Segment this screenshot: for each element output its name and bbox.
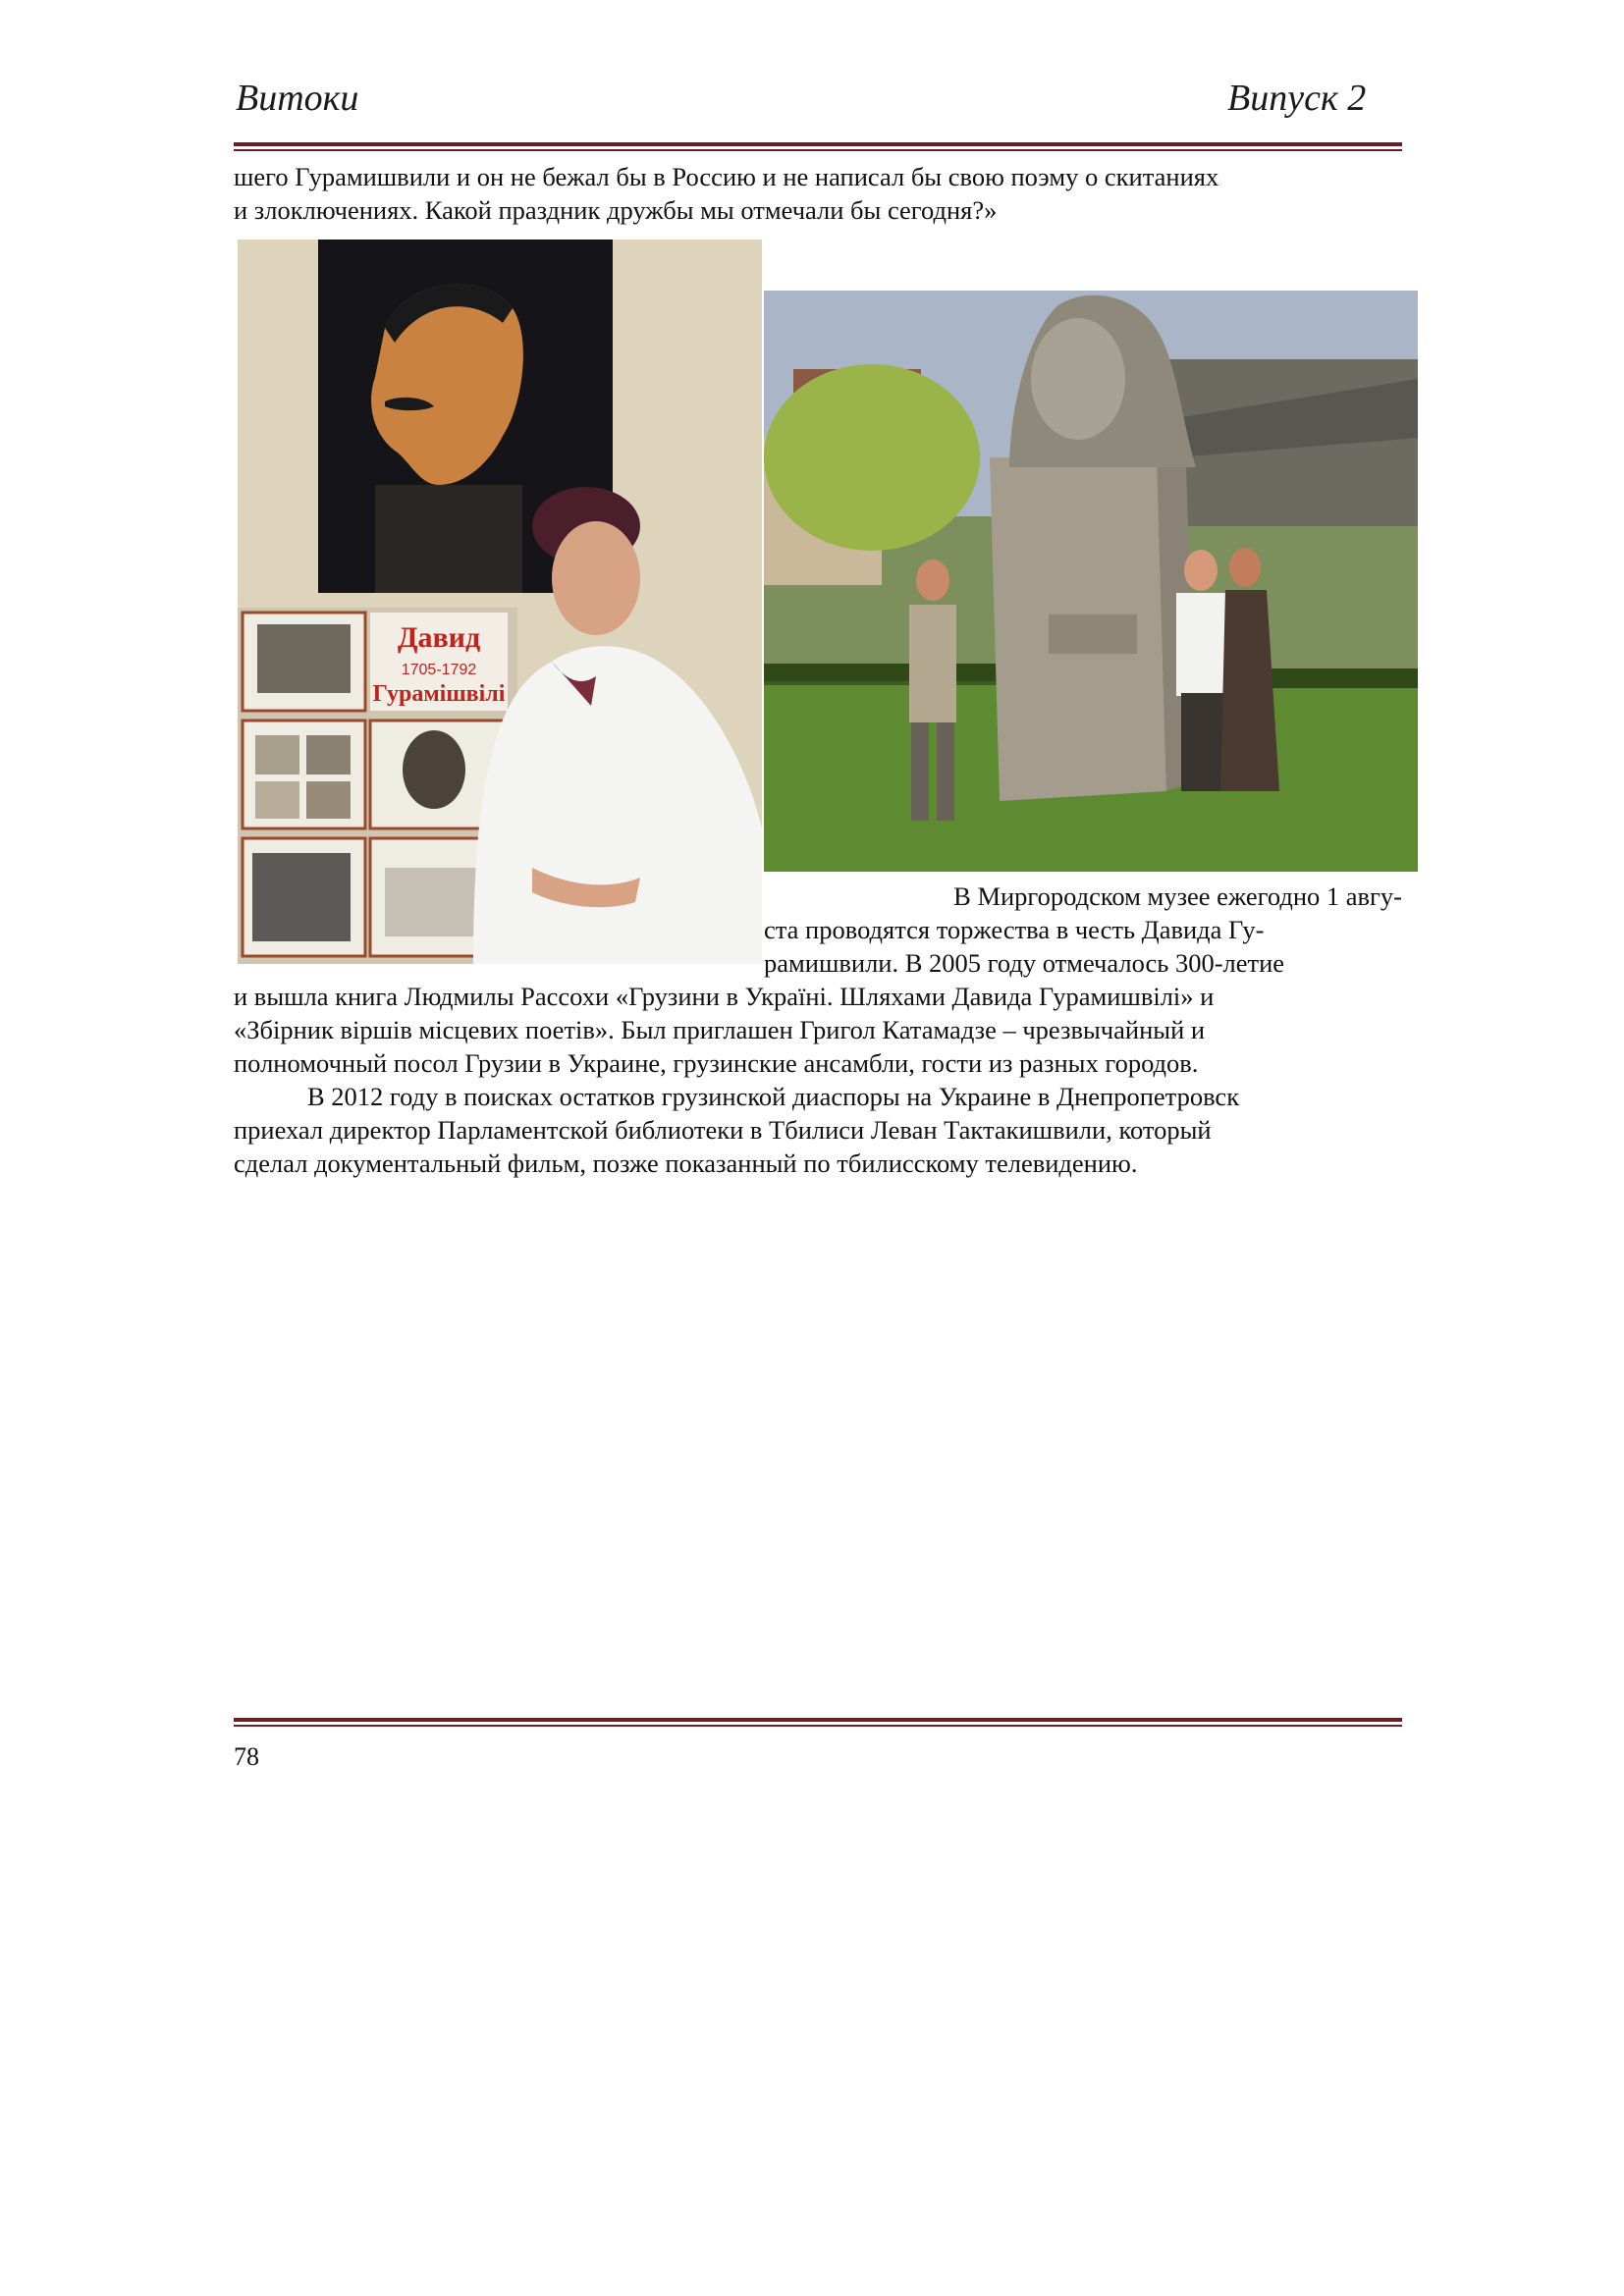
text-line: полномочный посол Грузии в Украине, грузинские ансамбли, гости из разных городов.	[234, 1048, 1199, 1078]
text-line: рамишвили. В 2005 году отмечалось 300-летие	[764, 948, 1285, 978]
text-line: и злоключениях. Какой праздник дружбы мы отмечали бы сегодня?»	[234, 195, 998, 225]
photo-monument	[764, 291, 1418, 872]
photo-monument-icon	[764, 291, 1418, 872]
text-line: приехал директор Парламентской библиотеки в Тбилиси Леван Тактакишвили, который	[234, 1115, 1212, 1145]
text-line: В 2012 году в поисках остатков грузинской диаспоры на Украине в Днепропетровск	[307, 1082, 1240, 1111]
text-line: шего Гурамишвили и он не бежал бы в Россию и не написал бы свою поэму о скитаниях	[234, 162, 1219, 191]
paragraph-top	[234, 160, 1402, 227]
poster-text: Давид	[397, 621, 481, 654]
journal-title: Витоки	[236, 78, 359, 119]
footer-divider	[234, 1718, 1402, 1727]
photo-exhibition-icon	[238, 240, 762, 964]
page-number: 78	[234, 1742, 259, 1771]
text-line: сделал документальный фильм, позже показанный по тбилисскому телевидению.	[234, 1148, 1138, 1178]
text-line: «Збірник віршів місцевих поетів». Был приглашен Григол Катамадзе – чрезвычайный и	[234, 1015, 1206, 1044]
poster-text: 1705-1792	[401, 662, 477, 678]
header-divider	[234, 142, 1402, 151]
paragraph-wrap	[764, 880, 1402, 980]
photo-exhibition	[238, 240, 762, 964]
poster-text: Гурамішвілі	[372, 681, 506, 707]
text-line: В Миргородском музее ежегодно 1 авгу-	[953, 881, 1402, 911]
issue-title: Випуск 2	[1227, 78, 1367, 119]
text-line: и вышла книга Людмилы Рассохи «Грузини в Україні. Шляхами Давида Гурамишвілі» и	[234, 982, 1215, 1011]
paragraph-main	[234, 980, 1402, 1180]
text-line: ста проводятся торжества в честь Давида Гу-	[764, 915, 1265, 944]
